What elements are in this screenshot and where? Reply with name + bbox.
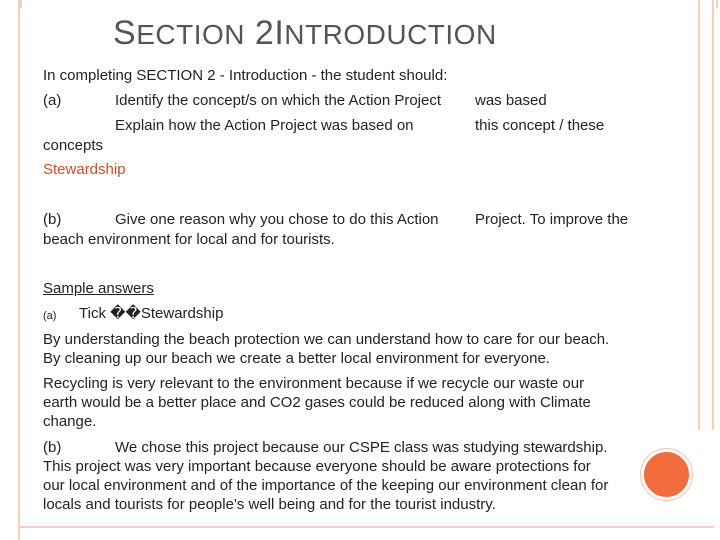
item-b-line1-right: Project. To improve the [475,211,629,228]
intro-text: In completing SECTION 2 - Introduction - the student should: [43,67,448,84]
slide-frame-left [18,0,20,540]
slide-frame-top [20,0,718,8]
sample-b-label: (b) [43,439,62,456]
sample-a-text: Tick ��Stewardship [79,305,224,322]
sample-b-paragraph [43,457,608,514]
paragraph-line: Recycling is very relevant to the environment because if we recycle our waste our [43,375,585,392]
paragraph-line: By understanding the beach protection we can understand how to care for our beach. [43,331,610,348]
paragraph-understanding [43,330,609,368]
title-section: ECTION [136,19,245,50]
title-letter-s: S [113,14,137,52]
decorative-circle [641,449,692,500]
paragraph-line: This project was very important because everyone should be aware protections for [43,458,591,475]
sample-a-label: (a) [43,310,57,322]
sample-b-line1: We chose this project because our CSPE class was studying stewardship. [115,439,608,456]
title-letter-i: I [274,14,285,52]
item-b-line2: beach environment for local and for tourists. [43,231,335,248]
paragraph-recycling [43,374,591,431]
item-a-line1-right: was based [475,92,547,109]
item-b-line1-left: Give one reason why you chose to do this Action [115,211,439,228]
paragraph-line: locals and tourists for people's well being and for the tourist industry. [43,496,496,513]
title-introduction: NTRODUCTION [284,19,497,50]
paragraph-line: earth would be a better place and CO2 gases could be reduced along with Climate [43,394,591,411]
item-a-line3: concepts [43,137,104,154]
item-b-label: (b) [43,211,62,228]
item-a-line2-right: this concept / these [475,117,605,134]
slide-frame-right [698,0,714,430]
sample-answers-heading: Sample answers [43,280,154,297]
paragraph-line: change. [43,413,97,430]
answer-concept: Stewardship [43,161,126,178]
title-number: 2 [254,14,275,52]
slide-frame-bottom [20,526,714,540]
paragraph-line: By cleaning up our beach we create a better local environment for everyone. [43,350,550,367]
item-a-label: (a) [43,92,62,109]
item-a-line2-left: Explain how the Action Project was based on [115,117,414,134]
paragraph-line: our local environment and of the importance of the keeping our environment clean for [43,477,609,494]
item-a-line1-left: Identify the concept/s on which the Action Project [115,92,442,109]
slide-title [113,14,497,53]
